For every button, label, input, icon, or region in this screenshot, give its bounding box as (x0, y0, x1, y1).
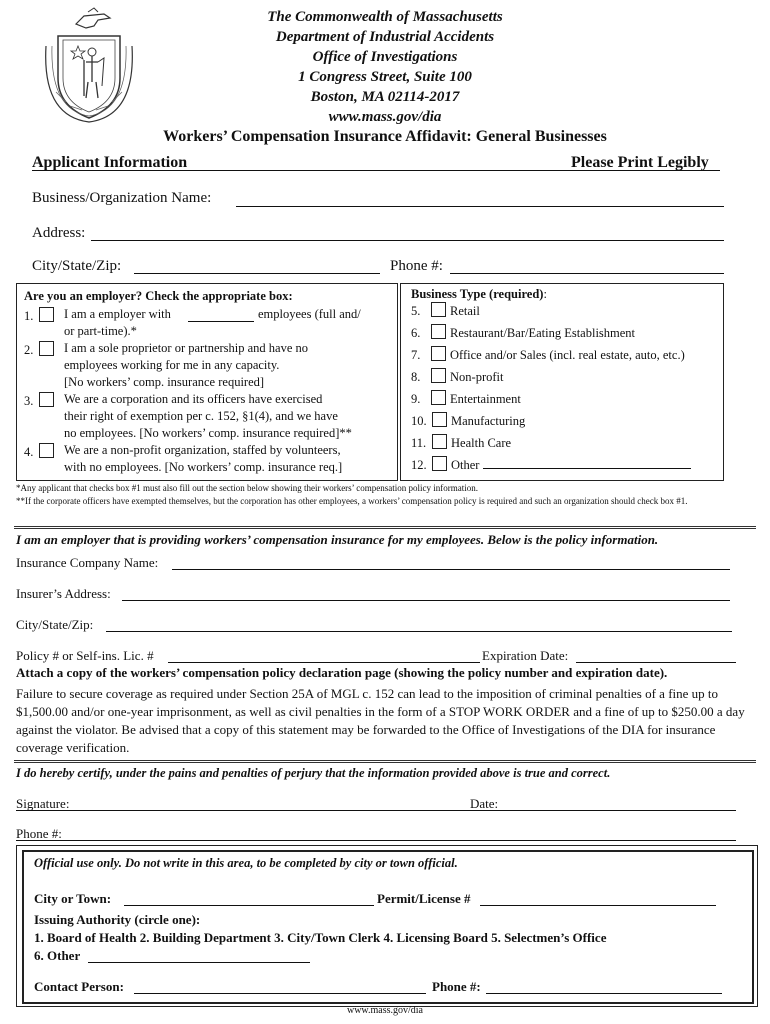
applicant-section-label: Applicant Information (32, 154, 188, 171)
contact-person-label: Contact Person: (34, 979, 124, 994)
employer-option-4 (24, 443, 54, 460)
business-type-checkbox[interactable] (432, 434, 447, 449)
business-type-number: 7. (411, 348, 421, 362)
footer-url: www.mass.gov/dia (346, 1005, 423, 1016)
insurance-company-label: Insurance Company Name: (16, 555, 159, 570)
employee-count-field[interactable] (188, 321, 254, 322)
business-type-label: Non-profit (450, 370, 504, 384)
business-type-checkbox[interactable] (431, 368, 446, 383)
insurance-company-field[interactable] (172, 569, 730, 570)
business-type-item (411, 324, 635, 341)
contact-person-field[interactable] (134, 993, 426, 994)
business-type-label: Office and/or Sales (incl. real estate, auto, etc.) (450, 348, 685, 362)
attach-note: Attach a copy of the workers’ compensation policy declaration page (showing the policy number and expiration date). (16, 665, 668, 680)
insurer-city-label: City/State/Zip: (16, 617, 94, 632)
city-or-town-label: City or Town: (34, 891, 112, 906)
opt4-text-2: with no employees. [No workers’ comp. insurance req.] (64, 460, 343, 474)
business-type-checkbox[interactable] (432, 456, 447, 471)
business-type-label: Entertainment (450, 392, 521, 406)
business-type-checkbox[interactable] (431, 302, 446, 317)
issuing-authority-label: Issuing Authority (circle one): (34, 912, 201, 927)
business-type-label: Retail (450, 304, 480, 318)
header-line-2: Department of Industrial Accidents (275, 29, 495, 45)
header-line-6: www.mass.gov/dia (328, 109, 442, 125)
business-type-item (411, 390, 521, 407)
opt3-text-2: their right of exemption per c. 152, §1(4), and we have (64, 409, 338, 423)
business-type-label: Manufacturing (451, 414, 526, 428)
date-label: Date: (470, 796, 499, 811)
failure-warning: Failure to secure coverage as required under Section 25A of MGL c. 152 can lead to the imposition of criminal penalties of a fine up to $1,500.00 and/or one-year imprisonment, as well as civil penalties in the form of a STOP WORK ORDER and a fine of up to $250.00 a day against the violator. Be advised that a copy of this statement may be forwarded to the Office of Investigations of the DIA for insurance coverage verification. (16, 686, 745, 755)
footnote-2: **If the corporate officers have exempted themselves, but the corporation has other employees, a workers’ compensation policy is required and such an organization should check box #1. (16, 496, 688, 506)
opt3-text-3: no employees. [No workers’ comp. insurance required]** (64, 426, 352, 440)
employer-option-3 (24, 392, 54, 409)
business-type-number: 6. (411, 326, 421, 340)
business-type-number: 10. (411, 414, 427, 428)
employer-option-1 (24, 307, 54, 324)
insurer-address-field[interactable] (122, 600, 730, 601)
city-or-town-field[interactable] (124, 905, 374, 906)
business-type-number: 5. (411, 304, 421, 318)
employer-option-2 (24, 341, 54, 358)
option-number: 4. (24, 445, 34, 459)
business-type-checkbox[interactable] (432, 412, 447, 427)
business-type-item (411, 368, 503, 385)
checkbox-corporation-exempt[interactable] (39, 392, 54, 407)
opt2-text-1: I am a sole proprietor or partnership and have no (64, 341, 309, 355)
form-title: Workers’ Compensation Insurance Affidavit: General Businesses (163, 128, 607, 145)
insurer-city-field[interactable] (106, 631, 732, 632)
phone-label: Phone #: (390, 258, 443, 274)
insurer-address-label: Insurer’s Address: (16, 586, 111, 601)
option-number: 2. (24, 343, 34, 357)
city-state-zip-label: City/State/Zip: (32, 258, 122, 274)
business-type-label: Other (451, 458, 480, 472)
phone-field[interactable] (450, 273, 724, 274)
business-type-item (411, 412, 525, 429)
opt1-text-1a: I am a employer with (64, 307, 171, 321)
business-name-label: Business/Organization Name: (32, 190, 212, 206)
permit-license-field[interactable] (480, 905, 716, 906)
business-type-checkbox[interactable] (431, 390, 446, 405)
business-type-item (411, 434, 511, 451)
permit-license-label: Permit/License # (377, 891, 471, 906)
print-legibly-note: Please Print Legibly (571, 154, 709, 171)
header-line-1: The Commonwealth of Massachusetts (267, 9, 503, 25)
opt2-text-2: employees working for me in any capacity. (64, 358, 280, 372)
header-line-3: Office of Investigations (312, 49, 458, 65)
option-number: 1. (24, 309, 34, 323)
opt2-text-3: [No workers’ comp. insurance required] (64, 375, 265, 389)
business-type-label: Health Care (451, 436, 512, 450)
business-type-checkbox[interactable] (431, 346, 446, 361)
other-authority-label: 6. Other (34, 948, 81, 963)
city-state-zip-field[interactable] (134, 273, 380, 274)
footnote-1: *Any applicant that checks box #1 must also fill out the section below showing their workers’ compensation policy information. (16, 483, 478, 493)
header-line-5: Boston, MA 02114-2017 (310, 89, 460, 105)
policy-number-field[interactable] (168, 662, 480, 663)
certify-phone-label: Phone #: (16, 826, 62, 841)
opt1-text-1b: employees (full and/ (258, 307, 361, 321)
header-line-4: 1 Congress Street, Suite 100 (298, 69, 472, 85)
certify-statement: I do hereby certify, under the pains and penalties of perjury that the information provided above is true and correct. (16, 766, 611, 780)
opt4-text-1: We are a non-profit organization, staffed by volunteers, (64, 443, 341, 457)
state-seal (38, 6, 140, 124)
checkbox-employer-with-employees[interactable] (39, 307, 54, 322)
address-label: Address: (32, 225, 86, 241)
business-type-label: Restaurant/Bar/Eating Establishment (450, 326, 636, 340)
business-name-field[interactable] (236, 206, 724, 207)
official-phone-field[interactable] (486, 993, 722, 994)
business-type-item (411, 346, 685, 363)
business-type-number: 8. (411, 370, 421, 384)
business-type-number: 11. (411, 436, 427, 450)
opt3-text-1: We are a corporation and its officers have exercised (64, 392, 323, 406)
policy-number-label: Policy # or Self-ins. Lic. # (16, 648, 154, 663)
checkbox-non-profit[interactable] (39, 443, 54, 458)
business-type-item (411, 456, 691, 473)
policy-heading: I am an employer that is providing workers’ compensation insurance for my employees. Below is the policy information. (16, 532, 659, 547)
certify-phone-field[interactable] (16, 840, 736, 841)
other-business-type-field[interactable] (483, 456, 691, 469)
official-use-note: Official use only. Do not write in this area, to be completed by city or town official. (34, 856, 458, 870)
employer-question: Are you an employer? Check the appropriate box: (24, 289, 293, 303)
signature-label: Signature: (16, 796, 70, 811)
official-phone-label: Phone #: (432, 979, 481, 994)
expiration-date-label: Expiration Date: (482, 648, 569, 663)
business-type-title: Business Type (required): (411, 287, 547, 301)
other-authority-field[interactable] (88, 962, 310, 963)
business-type-item (411, 302, 480, 319)
checkbox-sole-proprietor[interactable] (39, 341, 54, 356)
business-type-checkbox[interactable] (431, 324, 446, 339)
expiration-date-field[interactable] (576, 662, 736, 663)
business-type-number: 9. (411, 392, 421, 406)
business-type-number: 12. (411, 458, 427, 472)
option-number: 3. (24, 394, 34, 408)
signature-field[interactable] (16, 810, 736, 811)
address-field[interactable] (91, 240, 724, 241)
opt1-text-2: or part-time).* (64, 324, 137, 338)
issuing-authority-options[interactable]: 1. Board of Health 2. Building Department 3. City/Town Clerk 4. Licensing Board 5. Selectmen’s Office (34, 930, 607, 945)
